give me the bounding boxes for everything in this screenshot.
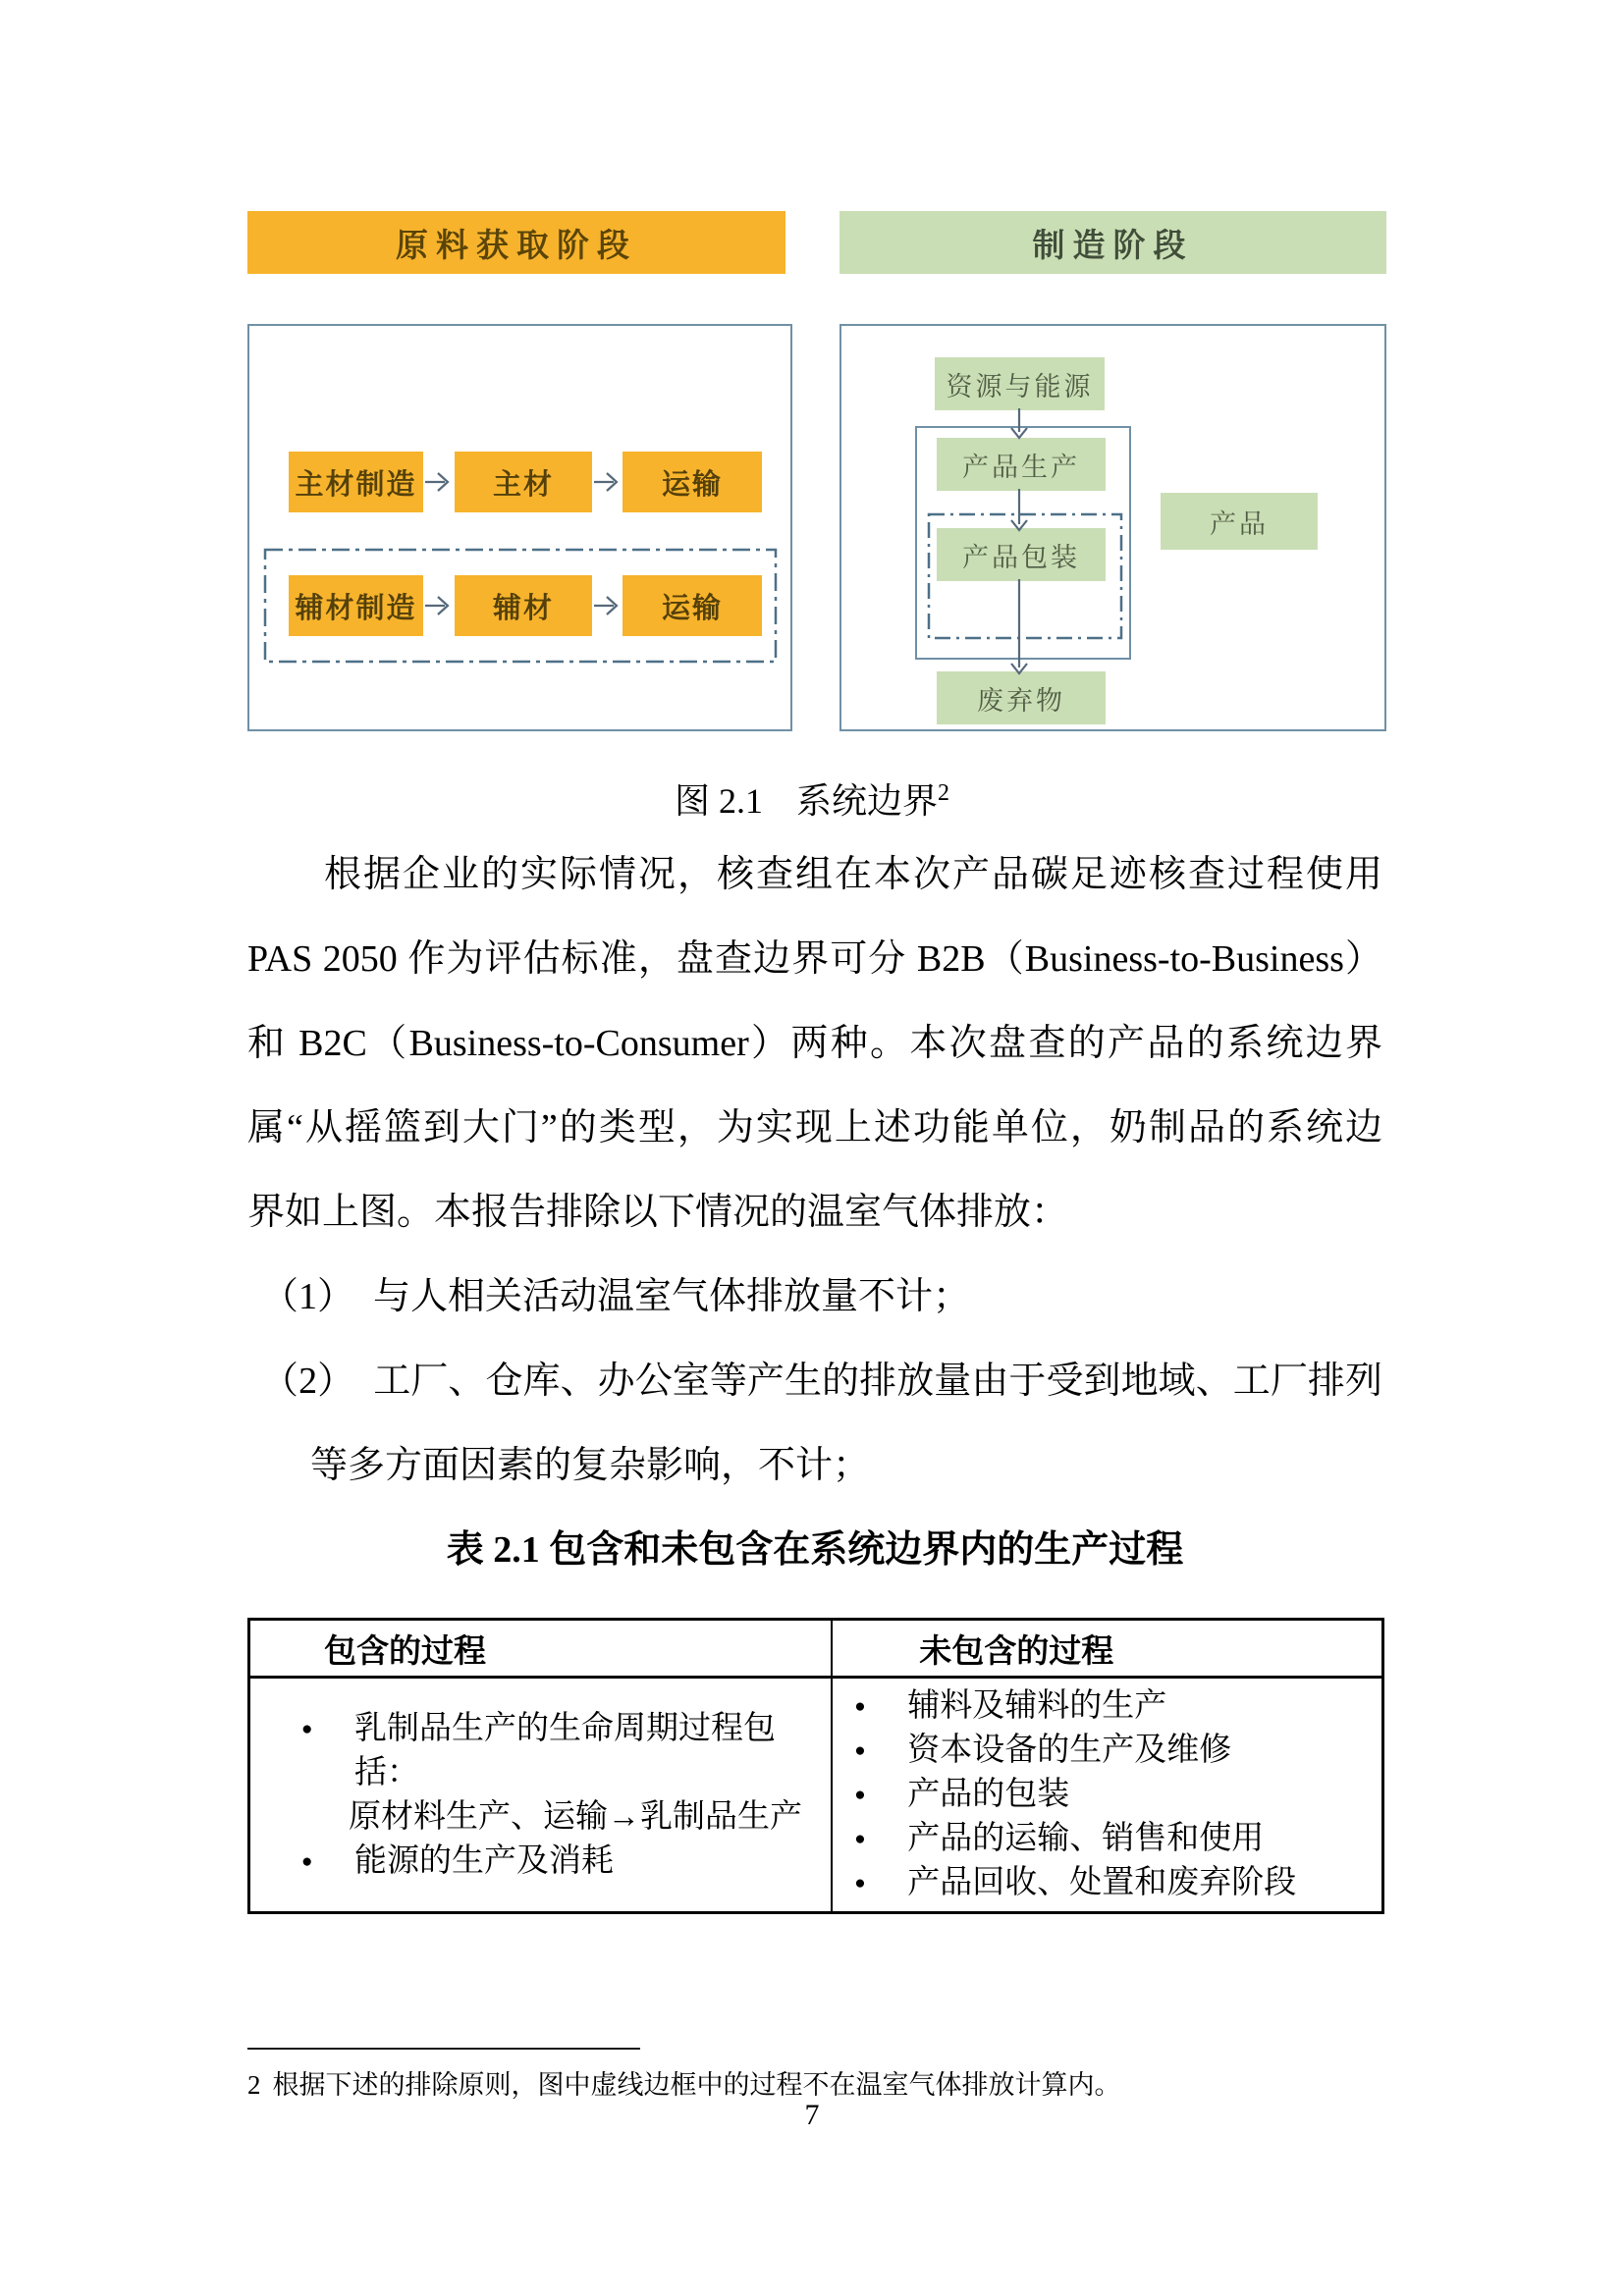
paragraph-line: 属“从摇篮到大门”的类型，为实现上述功能单位，奶制品的系统边 <box>247 1107 1382 1148</box>
process-box-label: 运输 <box>661 592 723 624</box>
list-item-text: 产品的包装 <box>907 1777 1070 1812</box>
column-header-label: 包含的过程 <box>324 1633 486 1670</box>
process-box-label: 辅材 <box>492 592 554 624</box>
process-box-product <box>1161 493 1318 550</box>
process-box-main-material <box>455 452 592 512</box>
bullet-icon: ● <box>301 1850 313 1872</box>
arrow-right-icon <box>424 467 454 497</box>
table-header-row <box>250 1621 1381 1679</box>
list-item <box>848 1684 1374 1729</box>
body-text <box>247 832 1382 1592</box>
manufacturing-stage-panel <box>839 324 1386 731</box>
list-item <box>848 1729 1374 1773</box>
list-item-text: 原材料生产、运输→乳制品生产 <box>349 1798 802 1835</box>
list-item-text: 资本设备的生产及维修 <box>907 1733 1232 1768</box>
process-box-aux-material <box>455 575 592 636</box>
bullet-icon: ● <box>854 1785 866 1805</box>
process-box-main-material-mfg <box>289 452 423 512</box>
process-box-transport-1 <box>623 452 762 512</box>
paragraph-line: 和 B2C（Business-to-Consumer）两种。本次盘查的产品的系统边界 <box>247 1023 1382 1064</box>
list-item-2: （2） 工厂、仓库、办公室等产生的排放量由于受到地域、工厂排列 <box>261 1361 1382 1402</box>
list-item-text: 产品的运输、销售和使用 <box>907 1821 1265 1856</box>
bullet-icon: ● <box>854 1696 866 1717</box>
arrow-right-icon <box>424 591 454 620</box>
footnote-separator <box>247 2048 640 2050</box>
bullet-icon: ● <box>854 1873 866 1894</box>
bullet-icon: ● <box>854 1829 866 1849</box>
list-item-text: 辅料及辅料的生产 <box>907 1688 1167 1724</box>
figure-caption <box>0 774 1624 824</box>
stage1-header-label: 原料获取阶段 <box>396 228 637 264</box>
list-item-1: （1） 与人相关活动温室气体排放量不计； <box>261 1276 971 1317</box>
arrow-down-icon <box>1008 579 1030 675</box>
bullet-icon: ● <box>854 1740 866 1761</box>
stage2-header-label: 制造阶段 <box>1032 228 1194 264</box>
process-box-label: 资源与能源 <box>946 371 1094 401</box>
paragraph-line: 根据企业的实际情况，核查组在本次产品碳足迹核查过程使用 <box>324 854 1382 895</box>
bullet-spacer <box>296 1795 349 1840</box>
arrow-right-icon <box>593 467 623 497</box>
list-item <box>296 1707 821 1795</box>
process-box-label: 废弃物 <box>977 685 1065 716</box>
process-box-product-production <box>937 438 1106 491</box>
raw-material-stage-panel <box>247 324 792 731</box>
figure-caption-title: 系统边界 <box>796 781 939 821</box>
process-box-waste <box>937 671 1106 724</box>
list-item-text: 乳制品生产的生命周期过程包括： <box>354 1710 776 1790</box>
process-box-label: 主材制造 <box>295 468 417 501</box>
list-item-2-continued: 等多方面因素的复杂影响，不计； <box>310 1445 871 1486</box>
stage1-header-bar <box>247 211 785 274</box>
column-header-label: 未包含的过程 <box>919 1633 1114 1670</box>
list-item-continued <box>296 1795 821 1840</box>
list-item-text: 产品回收、处置和废弃阶段 <box>907 1865 1297 1900</box>
arrow-down-icon <box>1008 489 1030 532</box>
process-box-resources-energy <box>935 357 1105 410</box>
figure-caption-number: 图 2.1 <box>674 781 763 821</box>
page-number: 7 <box>804 2099 820 2131</box>
process-box-product-packaging <box>937 528 1106 581</box>
arrow-down-icon <box>1008 408 1030 440</box>
list-item <box>848 1817 1374 1861</box>
table-header-included <box>250 1621 833 1676</box>
process-box-transport-2 <box>623 575 762 636</box>
bullet-icon: ● <box>301 1718 313 1739</box>
stage2-header-bar <box>839 211 1386 274</box>
process-box-label: 产品 <box>1210 508 1269 539</box>
paragraph-line: PAS 2050 作为评估标准，盘查边界可分 B2B（Business-to-Business） <box>247 938 1382 980</box>
list-item <box>848 1861 1374 1905</box>
paragraph-line: 界如上图。本报告排除以下情况的温室气体排放： <box>247 1192 1069 1233</box>
list-item <box>848 1773 1374 1817</box>
system-boundary-table <box>247 1618 1384 1914</box>
table-title: 表 2.1 包含和未包含在系统边界内的生产过程 <box>446 1529 1184 1571</box>
table-header-excluded <box>833 1621 1381 1676</box>
process-box-label: 主材 <box>492 468 554 501</box>
process-box-label: 产品包装 <box>962 542 1080 572</box>
list-item-text: 能源的生产及消耗 <box>354 1842 614 1879</box>
list-item <box>296 1840 821 1884</box>
table-body-row <box>250 1679 1381 1911</box>
excluded-processes-cell <box>833 1679 1381 1911</box>
arrow-right-icon <box>593 591 623 620</box>
included-processes-cell <box>250 1679 833 1911</box>
footnote-reference: 2 <box>938 780 950 806</box>
process-box-label: 运输 <box>661 468 723 501</box>
process-box-label: 辅材制造 <box>295 592 417 624</box>
footnote-marker: 2 <box>247 2070 261 2100</box>
process-box-aux-material-mfg <box>289 575 423 636</box>
footnote-text: 根据下述的排除原则，图中虚线边框中的过程不在温室气体排放计算内。 <box>272 2070 1121 2100</box>
process-box-label: 产品生产 <box>962 452 1080 482</box>
